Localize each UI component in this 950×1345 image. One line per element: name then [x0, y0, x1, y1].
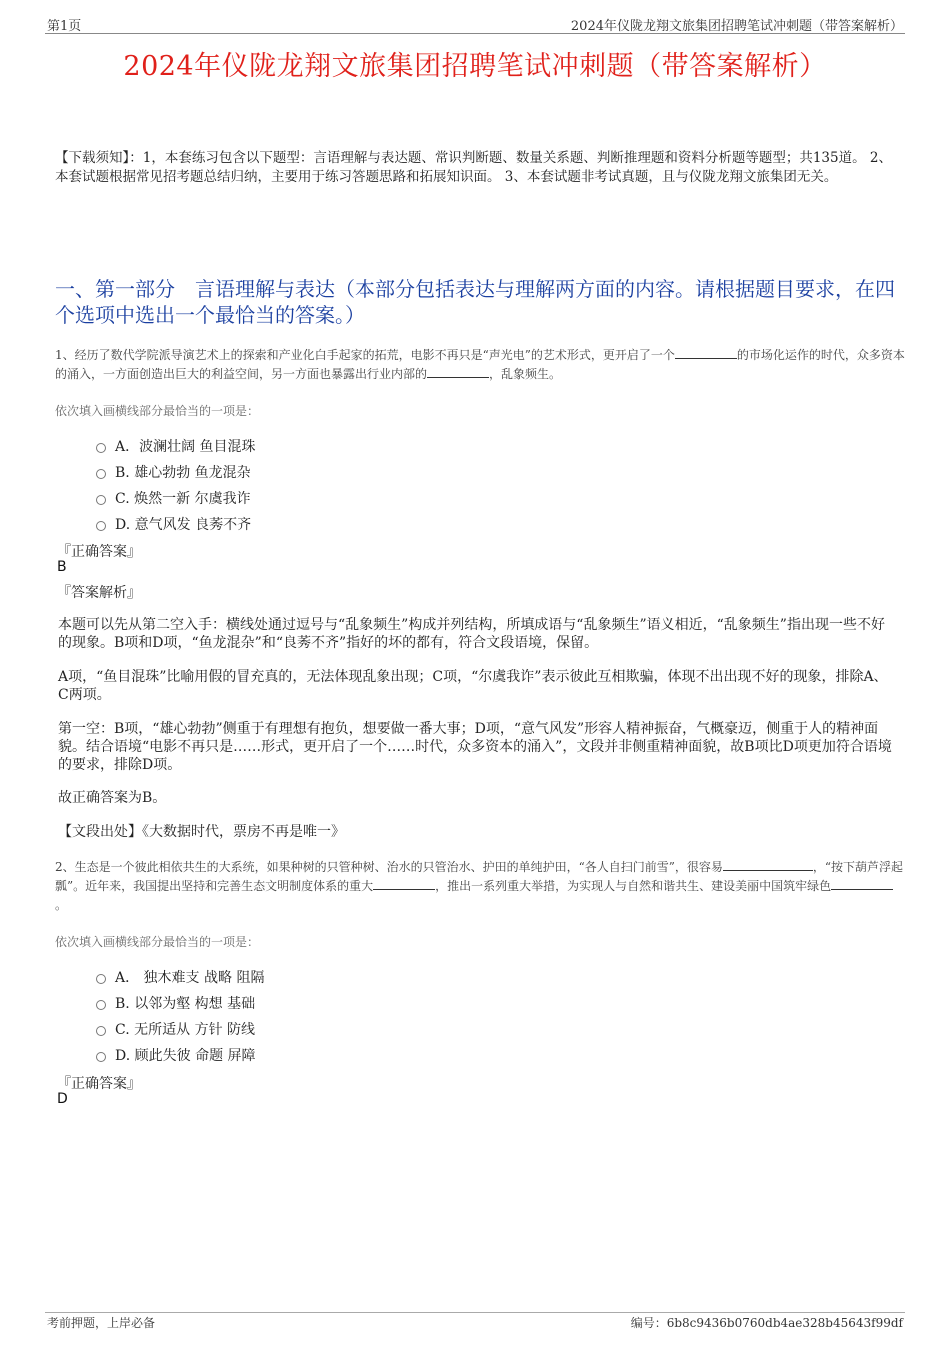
option-b[interactable]: B. 雄心勃勃 鱼龙混杂	[96, 459, 256, 485]
answer-blank	[831, 878, 893, 890]
answer-label: 『正确答案』	[57, 1076, 141, 1092]
document-title: 2024年仪陇龙翔文旅集团招聘笔试冲刺题（带答案解析）	[123, 51, 827, 82]
radio-icon[interactable]	[96, 1000, 106, 1010]
answer-label: 『正确答案』	[57, 544, 141, 560]
radio-icon[interactable]	[96, 1026, 106, 1036]
page-header	[45, 14, 905, 34]
answer-blank	[427, 366, 489, 378]
question-1-text: 1、经历了数代学院派导演艺术上的探索和产业化白手起家的拓荒，电影不再只是“声光电”的艺术形式，更开启了一个 的市场化运作的时代，众多资本的涌入，一方面创造出巨大的利益空间，另一方面也暴露出行业内部的 ，乱象频生。	[55, 348, 905, 381]
footer-serial: 编号：6b8c9436b0760db4ae328b45643f99df	[630, 1316, 903, 1330]
analysis-paragraph: 本题可以先从第二空入手：横线处通过逗号与“乱象频生”构成并列结构，所填成语与“乱象频生”语义相近，“乱象频生”指出现一些不好的现象。B项和D项，“鱼龙混杂”和“良莠不齐”指好的坏的都有，符合文段语境，保留。	[58, 617, 885, 651]
correct-answer: D	[57, 1091, 68, 1107]
section-heading: 一、第一部分 言语理解与表达（本部分包括表达与理解两方面的内容。请根据题目要求，在四个选项中选出一个最恰当的答案。）	[55, 277, 895, 327]
radio-icon[interactable]	[96, 974, 106, 984]
answer-blank	[373, 878, 435, 890]
correct-answer: B	[57, 559, 67, 575]
radio-icon[interactable]	[96, 521, 106, 531]
option-a[interactable]: A．波澜壮阔 鱼目混珠	[96, 433, 256, 459]
answer-blank	[723, 859, 813, 871]
option-c[interactable]: C. 无所适从 方针 防线	[96, 1016, 264, 1042]
question-2-options	[96, 964, 264, 1068]
page-number: 第1页	[47, 19, 82, 34]
source-citation: 【文段出处】《大数据时代，票房不再是唯一》	[58, 824, 345, 840]
radio-icon[interactable]	[96, 495, 106, 505]
analysis-paragraph: 第一空：B项，“雄心勃勃”侧重于有理想有抱负，想要做一番大事；D项，“意气风发”形容人精神振奋，气概豪迈，侧重于人的精神面貌。结合语境“电影不再只是……形式，更开启了一个……时代，众多资本的涌入”，文段并非侧重精神面貌，故B项比D项更加符合语境的要求，排除D项。	[58, 721, 892, 773]
question-2-text: 2、生态是一个彼此相依共生的大系统，如果种树的只管种树、治水的只管治水、护田的单纯护田，“各人自扫门前雪”，很容易 ，“按下葫芦浮起瓢”。近年来，我国提出坚持和完善生态文明制度体系的重大 ，推出一系列重大举措，为实现人与自然和谐共生、建设美丽中国筑牢绿色。	[55, 860, 904, 912]
option-a[interactable]: A． 独木难支 战略 阻隔	[96, 964, 264, 990]
radio-icon[interactable]	[96, 1052, 106, 1062]
question-2-instruction: 依次填入画横线部分最恰当的一项是：	[55, 935, 260, 949]
question-1-instruction: 依次填入画横线部分最恰当的一项是：	[55, 404, 260, 418]
footer-slogan: 考前押题，上岸必备	[47, 1316, 156, 1330]
option-d[interactable]: D. 意气风发 良莠不齐	[96, 511, 256, 537]
option-c[interactable]: C. 焕然一新 尔虞我诈	[96, 485, 256, 511]
footer-divider	[45, 1312, 905, 1313]
analysis-paragraph: A项，“鱼目混珠”比喻用假的冒充真的，无法体现乱象出现；C项，“尔虞我诈”表示彼此互相欺骗，体现不出出现不好的现象，排除A、C两项。	[58, 669, 888, 703]
header-doc-title: 2024年仪陇龙翔文旅集团招聘笔试冲刺题（带答案解析）	[570, 19, 903, 34]
radio-icon[interactable]	[96, 469, 106, 479]
download-notice: 【下载须知】：1，本套练习包含以下题型：言语理解与表达题、常识判断题、数量关系题、判断推理题和资料分析题等题型；共135道。 2、本套试题根据常见招考题总结归纳，主要用于练习答题思路和拓展知识面。 3、本套试题非考试真题，且与仪陇龙翔文旅集团无关。	[55, 150, 892, 185]
option-d[interactable]: D. 顾此失彼 命题 屏障	[96, 1042, 264, 1068]
answer-blank	[675, 347, 737, 359]
option-b[interactable]: B. 以邻为壑 构想 基础	[96, 990, 264, 1016]
question-1-options	[96, 433, 256, 537]
analysis-label: 『答案解析』	[57, 585, 141, 601]
analysis-paragraph: 故正确答案为B。	[58, 790, 167, 806]
radio-icon[interactable]	[96, 443, 106, 453]
